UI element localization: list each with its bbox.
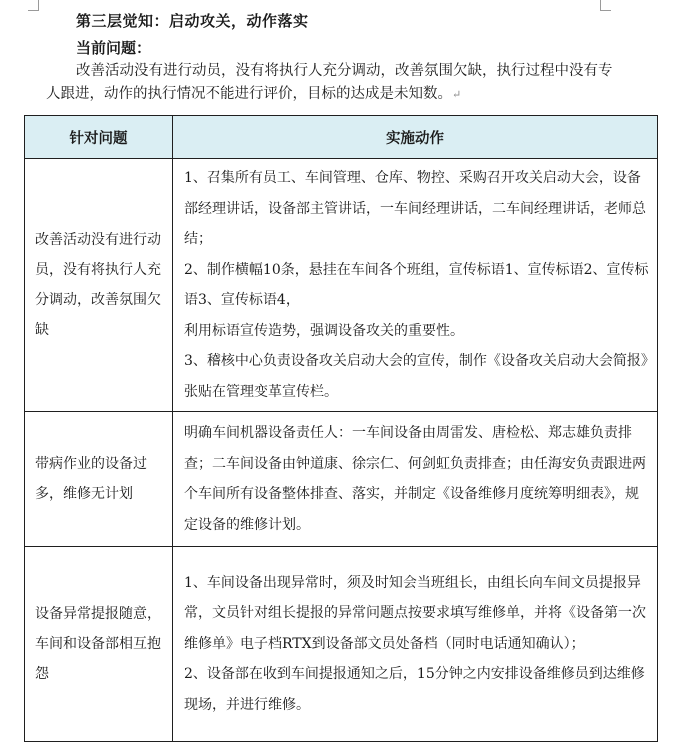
header-issue: 针对问题 — [25, 116, 173, 159]
issue-action-table — [24, 115, 658, 742]
issue-cell: 带病作业的设备过多，维修无计划 — [25, 412, 173, 547]
corner-mark-right — [600, 0, 611, 11]
issue-paragraph-text: 改善活动没有进行动员，没有将执行人充分调动，改善氛围欠缺，执行过程中没有专人跟进，动作的执行情况不能进行评价，目标的达成是未知数。 — [46, 63, 613, 102]
header-action: 实施动作 — [173, 116, 658, 159]
table-header-row — [25, 116, 658, 159]
action-cell — [173, 547, 658, 742]
table-row — [25, 412, 658, 547]
paragraph-mark: ↵ — [452, 88, 462, 101]
issue-cell: 设备异常提报随意，车间和设备部相互抱怨 — [25, 547, 173, 742]
action-line: 明确车间机器设备责任人：一车间设备由周雷发、唐检松、郑志雄负责排查；二车间设备由钟道康、徐宗仁、何剑虹负责排查；由任海安负责跟进两个车间所有设备整体排查、落实，并制定《设备维修月度统筹明细表》，规定设备的维修计划。 — [184, 425, 646, 533]
action-cell — [173, 412, 658, 547]
action-line: 2、制作横幅10条，悬挂在车间各个班组，宣传标语1、宣传标语2、宣传标语3、宣传标语4， — [184, 261, 649, 308]
action-cell — [173, 159, 658, 412]
action-line: 1、车间设备出现异常时，须及时知会当班组长，由组长向车间文员提报异常，文员针对组长提报的异常问题点按要求填写维修单，并将《设备第一次维修单》电子档RTX到设备部文员处备档（同时电话通知确认）； — [184, 574, 646, 652]
issue-cell: 改善活动没有进行动员，没有将执行人充分调动，改善氛围欠缺 — [25, 159, 173, 412]
current-issue-label: 当前问题： — [76, 39, 152, 57]
action-line: 利用标语宣传造势，强调设备攻关的重要性。 — [184, 322, 464, 339]
section-heading: 第三层觉知：启动攻关，动作落实 — [76, 12, 309, 30]
issue-paragraph — [46, 60, 616, 106]
table-row — [25, 159, 658, 412]
corner-mark-left — [28, 0, 39, 11]
action-line: 2、设备部在收到车间提报通知之后，15分钟之内安排设备维修员到达维修现场，并进行维修。 — [184, 666, 645, 713]
action-line: 3、稽核中心负责设备攻关启动大会的宣传，制作《设备攻关启动大会简报》张贴在管理变革宣传栏。 — [184, 353, 648, 400]
table-row — [25, 547, 658, 742]
action-line: 1、召集所有员工、车间管理、仓库、物控、采购召开攻关启动大会，设备部经理讲话，设备部主管讲话，一车间经理讲话，二车间经理讲话，老师总结； — [184, 170, 646, 247]
